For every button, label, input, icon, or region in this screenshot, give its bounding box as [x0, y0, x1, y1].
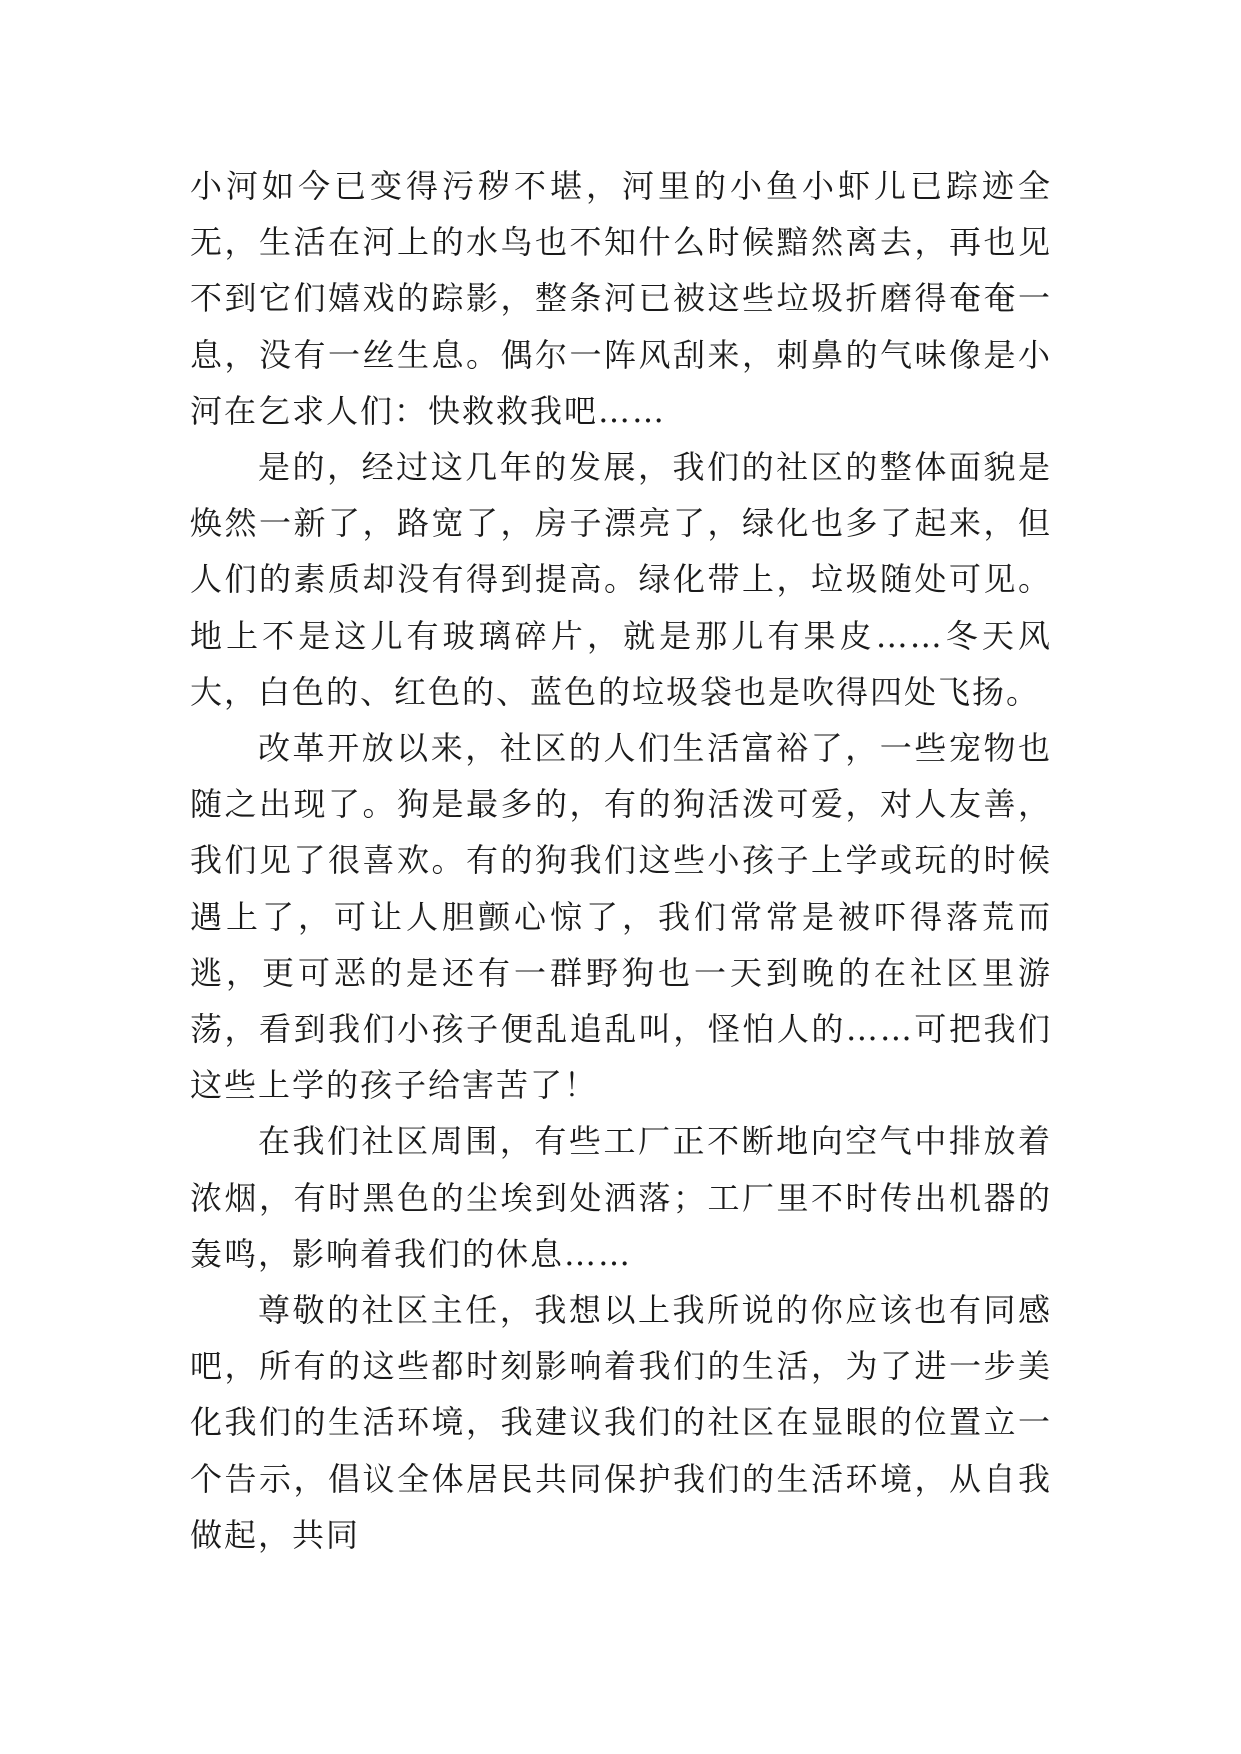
paragraph-4: 在我们社区周围，有些工厂正不断地向空气中排放着浓烟，有时黑色的尘埃到处洒落；工厂里不时传出机器的轰鸣，影响着我们的休息…… [190, 1122, 1052, 1273]
paragraph-2: 是的，经过这几年的发展，我们的社区的整体面貌是焕然一新了，路宽了，房子漂亮了，绿化也多了起来，但人们的素质却没有得到提高。绿化带上，垃圾随处可见。地上不是这儿有玻璃碎片，就是那儿有果皮……冬天风大，白色的、红色的、蓝色的垃圾袋也是吹得四处飞扬。 [190, 448, 1052, 711]
paragraph-5: 尊敬的社区主任，我想以上我所说的你应该也有同感吧，所有的这些都时刻影响着我们的生活，为了进一步美化我们的生活环境，我建议我们的社区在显眼的位置立一个告示，倡议全体居民共同保护我们的生活环境，从自我做起，共同 [190, 1291, 1052, 1554]
paragraph-3: 改革开放以来，社区的人们生活富裕了，一些宠物也随之出现了。狗是最多的，有的狗活泼可爱，对人友善，我们见了很喜欢。有的狗我们这些小孩子上学或玩的时候遇上了，可让人胆颤心惊了，我们常常是被吓得落荒而逃，更可恶的是还有一群野狗也一天到晚的在社区里游荡，看到我们小孩子便乱追乱叫，怪怕人的……可把我们这些上学的孩子给害苦了！ [190, 729, 1052, 1105]
document-body [190, 158, 1052, 1563]
paragraph-1: 小河如今已变得污秽不堪，河里的小鱼小虾儿已踪迹全无，生活在河上的水鸟也不知什么时候黯然离去，再也见不到它们嬉戏的踪影，整条河已被这些垃圾折磨得奄奄一息，没有一丝生息。偶尔一阵风刮来，刺鼻的气味像是小河在乞求人们：快救救我吧…… [190, 167, 1052, 430]
